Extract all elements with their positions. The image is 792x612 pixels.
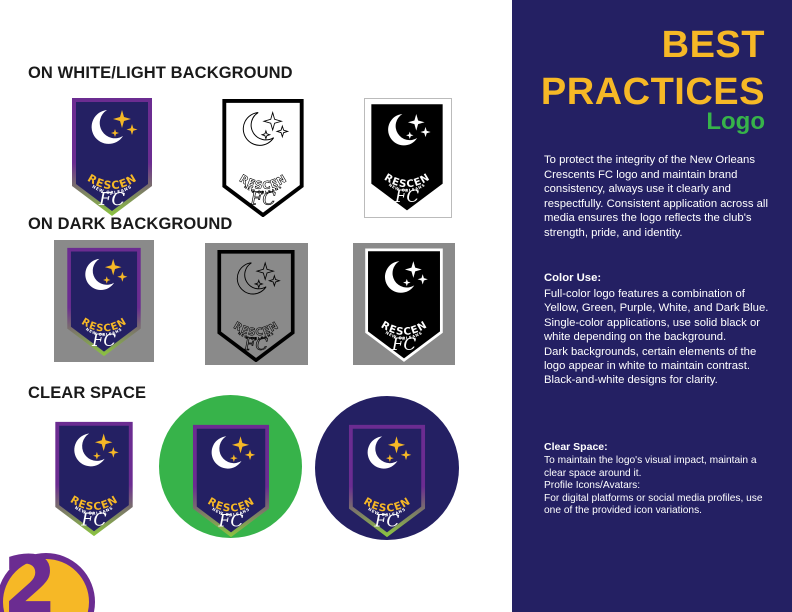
page-number-badge: [0, 532, 96, 612]
color-use-heading: Color Use:: [544, 272, 602, 284]
section-heading-light-background: ON WHITE/LIGHT BACKGROUND: [28, 64, 293, 82]
color-use-body: [544, 287, 772, 388]
clear-space-paragraph: Profile Icons/Avatars:: [544, 480, 641, 492]
crest-logo-black-light: [367, 101, 447, 214]
crest-logo-clear-space: [53, 420, 135, 538]
crest-logo-black-dark: [363, 248, 445, 362]
crest-logo-full-color-dark: [63, 246, 145, 358]
section-heading-dark-background: ON DARK BACKGROUND: [28, 215, 233, 233]
clear-space-paragraph: For digital platforms or social media profiles, use one of the provided icon variations.: [544, 492, 763, 517]
page-number: 2: [2, 541, 58, 612]
panel-title-line-1: BEST: [661, 24, 765, 66]
clear-space-heading: Clear Space:: [544, 441, 608, 453]
crest-logo-full-color-light: [70, 96, 154, 218]
color-use-paragraph: Dark backgrounds, certain elements of the logo appear in white to maintain contrast.: [544, 345, 757, 373]
panel-subtitle: Logo: [706, 108, 765, 135]
color-use-paragraph: Full-color logo features a combination of Yellow, Green, Purple, White, and Dark Blue.: [544, 288, 769, 315]
color-use-paragraph: Single-color applications, use solid black or white depending on the background.: [544, 316, 761, 344]
crest-logo-outline-dark: [214, 250, 298, 362]
section-heading-clear-space: CLEAR SPACE: [28, 384, 147, 402]
clear-space-paragraph: To maintain the logo's visual impact, maintain a clear space around it.: [544, 455, 757, 479]
intro-paragraph: To protect the integrity of the New Orleans Crescents FC logo and maintain brand consistency, always use it clearly and respectfully. Consistent application across all media ensures the logo reflects the club's strength, pride, and identity.: [544, 154, 768, 239]
crest-logo-avatar-green: [189, 423, 273, 539]
color-use-paragraph: Black-and-white designs for clarity.: [544, 374, 718, 387]
clear-space-body: [544, 455, 772, 518]
crest-logo-outline-light: [221, 99, 305, 217]
panel-title-line-2: PRACTICES: [540, 71, 765, 113]
crest-logo-avatar-navy: [345, 423, 429, 539]
